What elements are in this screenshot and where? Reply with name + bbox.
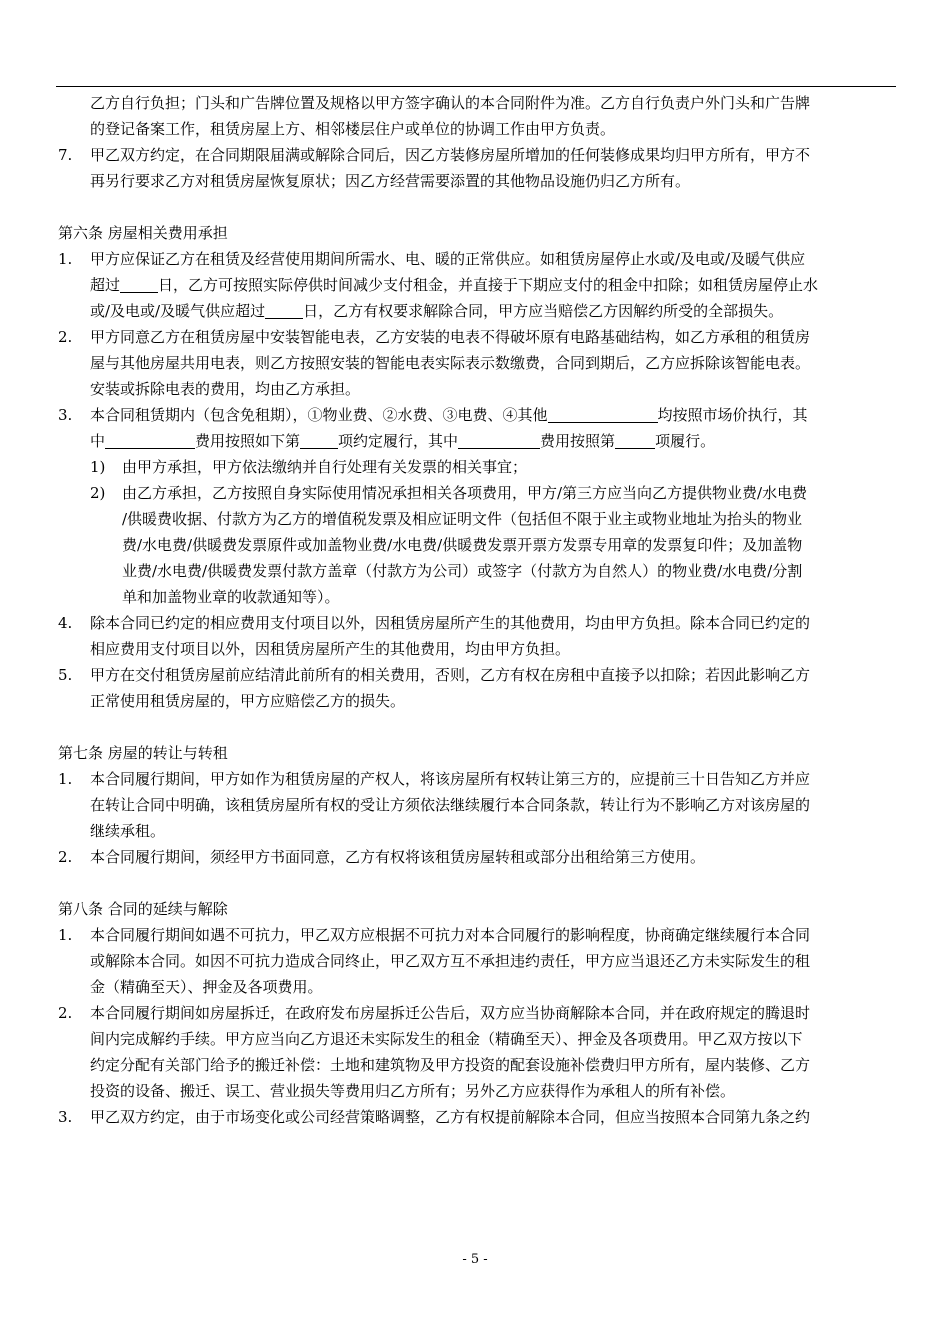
item-number: 1. bbox=[58, 770, 73, 788]
text-line: 除本合同已约定的相应费用支付项目以外，因租赁房屋所产生的其他费用，均由甲方负担。除本合同已约定的 bbox=[90, 614, 811, 632]
item-number: 2. bbox=[58, 328, 73, 346]
fill-blank[interactable] bbox=[265, 302, 303, 319]
text-line: 本合同履行期间，须经甲方书面同意，乙方有权将该租赁房屋转租或部分出租给第三方使用。 bbox=[90, 848, 706, 866]
text-span: 费用按照如下第 bbox=[195, 432, 301, 450]
text-span: 费用按照第 bbox=[540, 432, 616, 450]
text-line: 约定分配有关部门给予的搬迁补偿：土地和建筑物及甲方投资的配套设施补偿费归甲方所有，屋内装修、乙方 bbox=[90, 1056, 811, 1074]
fill-blank[interactable] bbox=[615, 432, 655, 449]
text-line: 甲方同意乙方在租赁房屋中安装智能电表，乙方安装的电表不得破坏原有电路基础结构，如乙方承租的租赁房 bbox=[90, 328, 811, 346]
text-span: 或/及电或/及暖气供应超过 bbox=[90, 302, 266, 320]
text-line: /供暖费收据、付款方为乙方的增值税发票及相应证明文件（包括但不限于业主或物业地址为抬头的物业 bbox=[122, 510, 803, 528]
article-7-heading: 第七条 房屋的转让与转租 bbox=[58, 744, 228, 762]
item-number: 1. bbox=[58, 250, 73, 268]
continued-paragraph bbox=[58, 90, 894, 142]
art6-item-3-sub-1 bbox=[90, 454, 894, 480]
sub-item-number: 1) bbox=[90, 458, 106, 476]
text-line: 投资的设备、搬迁、误工、营业损失等费用归乙方所有；另外乙方应获得作为承租人的所有补偿。 bbox=[90, 1082, 736, 1100]
sub-item-number: 2) bbox=[90, 484, 106, 502]
text-line: 的登记备案工作，租赁房屋上方、相邻楼层住户或单位的协调工作由甲方负责。 bbox=[90, 120, 616, 138]
item-number: 4. bbox=[58, 614, 73, 632]
text-line bbox=[90, 428, 894, 454]
text-line: 费/水电费/供暖费发票原件或加盖物业费/水电费/供暖费发票开票方发票专用章的发票复印件；及加盖物 bbox=[122, 536, 803, 554]
item-number: 5. bbox=[58, 666, 73, 684]
text-line: 甲方在交付租赁房屋前应结清此前所有的相关费用，否则，乙方有权在房租中直接予以扣除；若因此影响乙方 bbox=[90, 666, 811, 684]
item-number: 2. bbox=[58, 1004, 73, 1022]
art7-item-1 bbox=[58, 766, 894, 844]
article-8-heading: 第八条 合同的延续与解除 bbox=[58, 900, 228, 918]
text-span: 日，乙方有权要求解除合同，甲方应当赔偿乙方因解约所受的全部损失。 bbox=[303, 302, 784, 320]
item-number: 3. bbox=[58, 1108, 73, 1126]
text-line: 再另行要求乙方对租赁房屋恢复原状；因乙方经营需要添置的其他物品设施仍归乙方所有。 bbox=[90, 172, 691, 190]
text-line bbox=[90, 402, 894, 428]
text-line: 甲乙双方约定，在合同期限届满或解除合同后，因乙方装修房屋所增加的任何装修成果均归甲方所有，甲方不 bbox=[90, 146, 811, 164]
art6-item-4 bbox=[58, 610, 894, 662]
text-line: 屋与其他房屋共用电表，则乙方按照安装的智能电表实际表示数缴费，合同到期后，乙方应拆除该智能电表。 bbox=[90, 354, 811, 372]
text-line: 单和加盖物业章的收款通知等）。 bbox=[122, 588, 340, 606]
art8-item-3 bbox=[58, 1104, 894, 1130]
item-number: 7. bbox=[58, 146, 73, 164]
text-line: 本合同履行期间如遇不可抗力，甲乙双方应根据不可抗力对本合同履行的影响程度，协商确定继续履行本合同 bbox=[90, 926, 811, 944]
art7-item-2 bbox=[58, 844, 894, 870]
text-span: 项约定履行，其中 bbox=[338, 432, 459, 450]
art6-item-3-sub-2 bbox=[90, 480, 894, 610]
art8-item-1 bbox=[58, 922, 894, 1000]
art6-item-3 bbox=[58, 402, 894, 454]
art6-item-1 bbox=[58, 246, 894, 324]
fill-blank[interactable] bbox=[105, 432, 195, 449]
text-line: 本合同履行期间如房屋拆迁，在政府发布房屋拆迁公告后，双方应当协商解除本合同，并在政府规定的腾退时 bbox=[90, 1004, 811, 1022]
item-number: 2. bbox=[58, 848, 73, 866]
header-rule bbox=[56, 86, 896, 87]
art6-item-5 bbox=[58, 662, 894, 714]
art8-item-2 bbox=[58, 1000, 894, 1104]
text-line bbox=[90, 298, 894, 324]
text-line: 由乙方承担，乙方按照自身实际使用情况承担相关各项费用，甲方/第三方应当向乙方提供物业费/水电费 bbox=[122, 484, 808, 502]
text-line: 在转让合同中明确，该租赁房屋所有权的受让方须依法继续履行本合同条款，转让行为不影响乙方对该房屋的 bbox=[90, 796, 811, 814]
text-span: 超过 bbox=[90, 276, 121, 294]
text-line: 由甲方承担，甲方依法缴纳并自行处理有关发票的相关事宜； bbox=[122, 458, 528, 476]
text-line: 间内完成解约手续。甲方应当向乙方退还未实际发生的租金（精确至天）、押金及各项费用。甲乙双方按以下 bbox=[90, 1030, 803, 1048]
text-span: 项履行。 bbox=[655, 432, 716, 450]
text-span: 均按照市场价执行，其 bbox=[657, 406, 808, 424]
text-line: 继续承租。 bbox=[90, 822, 166, 840]
page-number: - 5 - bbox=[462, 1252, 488, 1267]
text-line: 安装或拆除电表的费用，均由乙方承担。 bbox=[90, 380, 361, 398]
page-content bbox=[58, 90, 894, 1130]
text-line: 相应费用支付项目以外，因租赁房屋所产生的其他费用，均由甲方负担。 bbox=[90, 640, 571, 658]
text-line bbox=[90, 272, 894, 298]
text-line: 金（精确至天）、押金及各项费用。 bbox=[90, 978, 323, 996]
fill-blank[interactable] bbox=[120, 276, 158, 293]
text-line: 或解除本合同。如因不可抗力造成合同终止，甲乙双方互不承担违约责任，甲方应当退还乙方未实际发生的租 bbox=[90, 952, 811, 970]
item-number: 1. bbox=[58, 926, 73, 944]
fill-blank[interactable] bbox=[300, 432, 338, 449]
text-line: 乙方自行负担；门头和广告牌位置及规格以甲方签字确认的本合同附件为准。乙方自行负责户外门头和广告牌 bbox=[90, 94, 811, 112]
item-number: 3. bbox=[58, 406, 73, 424]
art6-item-2 bbox=[58, 324, 894, 402]
text-line: 正常使用租赁房屋的，甲方应赔偿乙方的损失。 bbox=[90, 692, 406, 710]
text-span: 日，乙方可按照实际停供时间减少支付租金，并直接于下期应支付的租金中扣除；如租赁房屋停止水 bbox=[158, 276, 819, 294]
text-span: 本合同租赁期内（包含免租期），①物业费、②水费、③电费、④其他 bbox=[90, 406, 548, 424]
text-line: 甲乙双方约定，由于市场变化或公司经营策略调整，乙方有权提前解除本合同，但应当按照本合同第九条之约 bbox=[90, 1108, 811, 1126]
clause-item-7 bbox=[58, 142, 894, 194]
article-6-heading: 第六条 房屋相关费用承担 bbox=[58, 224, 228, 242]
text-line: 甲方应保证乙方在租赁及经营使用期间所需水、电、暖的正常供应。如租赁房屋停止水或/及电或/及暖气供应 bbox=[90, 250, 806, 268]
text-line: 业费/水电费/供暖费发票付款方盖章（付款方为公司）或签字（付款方为自然人）的物业费/水电费/分割 bbox=[122, 562, 803, 580]
text-span: 中 bbox=[90, 432, 106, 450]
text-line: 本合同履行期间，甲方如作为租赁房屋的产权人，将该房屋所有权转让第三方的，应提前三十日告知乙方并应 bbox=[90, 770, 811, 788]
fill-blank[interactable] bbox=[548, 406, 658, 423]
fill-blank[interactable] bbox=[458, 432, 540, 449]
